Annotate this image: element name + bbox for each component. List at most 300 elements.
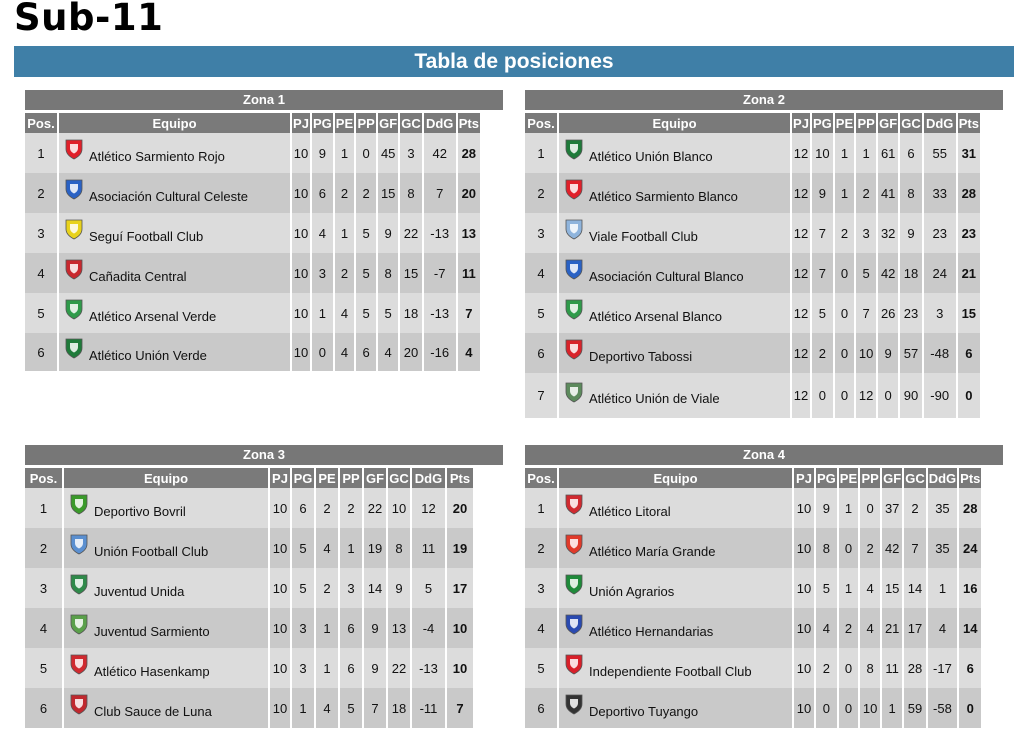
gc-cell: 2 [904,488,926,528]
pos-cell: 6 [25,688,62,728]
header-row [25,468,473,488]
table-row [525,333,980,373]
column-header-gc: GC [904,468,926,488]
column-header-pg: PG [812,113,833,133]
pos-cell: 2 [525,173,557,213]
column-header-pg: PG [816,468,837,488]
red-diamond-crest-icon [564,533,584,555]
pts-cell: 21 [958,253,980,293]
column-header-pp: PP [856,113,876,133]
ddg-cell: -13 [424,293,456,333]
column-header-gf: GF [882,468,902,488]
pts-cell: 7 [447,688,473,728]
pg-cell: 7 [812,253,833,293]
table-row [525,648,981,688]
pts-cell: 28 [458,133,480,173]
pg-cell: 2 [812,333,833,373]
gc-cell: 17 [904,608,926,648]
ddg-cell: 11 [412,528,445,568]
gc-cell: 9 [388,568,410,608]
pts-cell: 20 [447,488,473,528]
standings-table [23,468,475,728]
gf-cell: 9 [878,333,898,373]
column-header-team: Equipo [559,468,792,488]
column-header-gc: GC [900,113,922,133]
pp-cell: 6 [340,608,362,648]
pe-cell: 1 [316,608,338,648]
pe-cell: 1 [335,133,354,173]
pp-cell: 4 [860,568,880,608]
pj-cell: 10 [270,688,290,728]
pos-cell: 1 [25,488,62,528]
pe-cell: 0 [839,688,858,728]
blue-star-crest-icon [564,258,584,280]
pj-cell: 10 [292,293,310,333]
pos-cell: 1 [525,488,557,528]
column-header-pos: Pos. [525,113,557,133]
pg-cell: 0 [816,688,837,728]
team-cell [559,333,790,373]
ddg-cell: 23 [924,213,956,253]
team-cell [559,293,790,333]
gf-cell: 41 [878,173,898,213]
gf-cell: 37 [882,488,902,528]
ddg-cell: 1 [928,568,957,608]
pp-cell: 5 [340,688,362,728]
team-cell [559,568,792,608]
pg-cell: 5 [816,568,837,608]
pj-cell: 10 [292,173,310,213]
column-header-pe: PE [316,468,338,488]
team-name: Unión Football Club [94,543,209,559]
pts-cell: 14 [959,608,981,648]
pts-cell: 19 [447,528,473,568]
pj-cell: 10 [794,608,814,648]
zone-title: Zona 4 [525,445,1003,465]
gf-cell: 22 [364,488,386,528]
table-row [525,293,980,333]
pos-cell: 4 [25,608,62,648]
table-row [25,173,480,213]
team-cell [559,373,790,418]
table-row [525,133,980,173]
team-cell [59,133,290,173]
pos-cell: 5 [525,293,557,333]
zone-2-table [525,90,1003,418]
column-header-pg: PG [292,468,314,488]
pj-cell: 10 [292,133,310,173]
red-black-stripes-crest-icon [64,258,84,280]
pos-cell: 3 [25,213,57,253]
pe-cell: 1 [316,648,338,688]
column-header-gf: GF [878,113,898,133]
pj-cell: 10 [270,608,290,648]
pp-cell: 10 [860,688,880,728]
gf-cell: 7 [364,688,386,728]
team-cell [59,333,290,371]
pe-cell: 2 [835,213,854,253]
column-header-team: Equipo [559,113,790,133]
pg-cell: 3 [312,253,333,293]
pts-cell: 20 [458,173,480,213]
pg-cell: 0 [812,373,833,418]
zone-1-table [25,90,503,371]
column-header-ddg: DdG [412,468,445,488]
team-cell [59,253,290,293]
green-diagonal-crest-icon [64,298,84,320]
team-cell [64,648,268,688]
ddg-cell: -90 [924,373,956,418]
pts-cell: 28 [959,488,981,528]
pp-cell: 7 [856,293,876,333]
pj-cell: 10 [270,488,290,528]
team-cell [59,293,290,333]
pts-cell: 11 [458,253,480,293]
team-cell [559,688,792,728]
pts-cell: 31 [958,133,980,173]
pts-cell: 16 [959,568,981,608]
column-header-gf: GF [364,468,386,488]
team-name: Independiente Football Club [589,663,752,679]
pts-cell: 17 [447,568,473,608]
pg-cell: 9 [816,488,837,528]
gc-cell: 22 [388,648,410,688]
pp-cell: 8 [860,648,880,688]
pj-cell: 12 [792,173,810,213]
team-cell [559,608,792,648]
pts-cell: 10 [447,608,473,648]
column-header-pts: Pts [959,468,981,488]
pe-cell: 1 [835,133,854,173]
table-row [525,253,980,293]
team-name: Atlético Hasenkamp [94,663,210,679]
table-row [25,293,480,333]
ddg-cell: 7 [424,173,456,213]
gc-cell: 57 [900,333,922,373]
gf-cell: 5 [378,293,398,333]
gc-cell: 28 [904,648,926,688]
pts-cell: 0 [959,688,981,728]
team-cell [64,528,268,568]
pe-cell: 0 [835,253,854,293]
gf-cell: 21 [882,608,902,648]
team-cell [559,253,790,293]
gc-cell: 8 [400,173,422,213]
column-header-gf: GF [378,113,398,133]
team-name: Cañadita Central [89,268,187,284]
pj-cell: 10 [292,213,310,253]
gc-cell: 9 [900,213,922,253]
pj-cell: 12 [792,373,810,418]
zone-title: Zona 2 [525,90,1003,110]
column-header-pe: PE [835,113,854,133]
pj-cell: 10 [292,253,310,293]
pos-cell: 5 [25,293,57,333]
gf-cell: 42 [882,528,902,568]
pg-cell: 6 [292,488,314,528]
column-header-pj: PJ [792,113,810,133]
pos-cell: 6 [525,688,557,728]
column-header-pp: PP [860,468,880,488]
pp-cell: 2 [340,488,362,528]
pj-cell: 10 [794,528,814,568]
column-header-pj: PJ [292,113,310,133]
team-name: Atlético Hernandarias [589,623,714,639]
ddg-cell: 35 [928,488,957,528]
ddg-cell: -17 [928,648,957,688]
ddg-cell: -48 [924,333,956,373]
ddg-cell: 55 [924,133,956,173]
zone-4-table [525,445,1003,728]
table-row [525,173,980,213]
table-row [25,528,473,568]
pe-cell: 0 [839,648,858,688]
pp-cell: 2 [356,173,376,213]
pos-cell: 3 [525,213,557,253]
pts-cell: 0 [958,373,980,418]
team-name: Juventud Sarmiento [94,623,210,639]
column-header-pj: PJ [270,468,290,488]
pts-cell: 6 [958,333,980,373]
red-white-crest-icon [69,693,89,715]
ddg-cell: 12 [412,488,445,528]
black-white-crest-icon [564,693,584,715]
team-name: Atlético Sarmiento Rojo [89,148,225,164]
header-row [525,468,981,488]
pp-cell: 5 [856,253,876,293]
table-row [25,133,480,173]
team-cell [64,688,268,728]
column-header-ddg: DdG [424,113,456,133]
pp-cell: 5 [356,213,376,253]
team-name: Deportivo Bovril [94,503,186,519]
pos-cell: 5 [25,648,62,688]
page-title: Sub-11 [14,0,164,39]
column-header-pts: Pts [458,113,480,133]
pp-cell: 5 [356,253,376,293]
gc-cell: 7 [904,528,926,568]
gc-cell: 20 [400,333,422,371]
table-row [25,648,473,688]
column-header-pp: PP [340,468,362,488]
yellow-black-stripes-crest-icon [64,218,84,240]
pos-cell: 1 [525,133,557,173]
team-name: Club Sauce de Luna [94,703,212,719]
zone-3-table [25,445,503,728]
gf-cell: 8 [378,253,398,293]
pp-cell: 0 [356,133,376,173]
pj-cell: 12 [792,293,810,333]
table-row [525,688,981,728]
column-header-ddg: DdG [924,113,956,133]
pj-cell: 10 [794,688,814,728]
column-header-pp: PP [356,113,376,133]
table-row [25,608,473,648]
ddg-cell: 33 [924,173,956,213]
gc-cell: 15 [400,253,422,293]
ddg-cell: -4 [412,608,445,648]
ddg-cell: -58 [928,688,957,728]
column-header-pos: Pos. [25,113,57,133]
pe-cell: 4 [335,333,354,371]
team-name: Deportivo Tuyango [589,703,699,719]
gf-cell: 26 [878,293,898,333]
ddg-cell: 3 [924,293,956,333]
table-row [525,528,981,568]
pe-cell: 1 [835,173,854,213]
pts-cell: 10 [447,648,473,688]
pj-cell: 10 [292,333,310,371]
pg-cell: 10 [812,133,833,173]
pe-cell: 4 [335,293,354,333]
light-blue-shield-crest-icon [69,533,89,555]
team-name: Atlético Sarmiento Blanco [589,188,738,204]
pos-cell: 4 [525,608,557,648]
standings-banner: Tabla de posiciones [14,46,1014,77]
pp-cell: 3 [856,213,876,253]
gc-cell: 10 [388,488,410,528]
gf-cell: 11 [882,648,902,688]
gf-cell: 61 [878,133,898,173]
pj-cell: 12 [792,133,810,173]
column-header-pg: PG [312,113,333,133]
gf-cell: 1 [882,688,902,728]
green-round-crest-icon [69,613,89,635]
pos-cell: 4 [525,253,557,293]
pg-cell: 1 [312,293,333,333]
pts-cell: 7 [458,293,480,333]
header-row [525,113,980,133]
green-shield-crest-icon [64,337,84,359]
blue-star-crest-icon [64,178,84,200]
team-cell [64,608,268,648]
gf-cell: 9 [378,213,398,253]
gf-cell: 15 [378,173,398,213]
pts-cell: 24 [959,528,981,568]
team-cell [64,488,268,528]
light-blue-shield-crest-icon [564,218,584,240]
team-cell [559,133,790,173]
ddg-cell: -13 [424,213,456,253]
pp-cell: 4 [860,608,880,648]
pg-cell: 4 [816,608,837,648]
table-row [525,568,981,608]
pe-cell: 1 [839,568,858,608]
pj-cell: 10 [794,648,814,688]
gf-cell: 32 [878,213,898,253]
pos-cell: 3 [525,568,557,608]
pp-cell: 0 [860,488,880,528]
header-row [25,113,480,133]
ddg-cell: -13 [412,648,445,688]
red-white-stripes-crest-icon [564,493,584,515]
gf-cell: 15 [882,568,902,608]
team-cell [559,213,790,253]
pg-cell: 0 [312,333,333,371]
team-name: Atlético Litoral [589,503,671,519]
team-cell [559,488,792,528]
pj-cell: 10 [270,568,290,608]
pts-cell: 4 [458,333,480,371]
team-name: Atlético Arsenal Blanco [589,308,722,324]
pj-cell: 12 [792,333,810,373]
gc-cell: 8 [388,528,410,568]
pts-cell: 15 [958,293,980,333]
column-header-pts: Pts [958,113,980,133]
pg-cell: 5 [292,528,314,568]
gc-cell: 18 [388,688,410,728]
column-header-gc: GC [400,113,422,133]
column-header-gc: GC [388,468,410,488]
pg-cell: 4 [312,213,333,253]
column-header-pe: PE [335,113,354,133]
pg-cell: 8 [816,528,837,568]
table-row [25,568,473,608]
pg-cell: 9 [812,173,833,213]
red-shield-crest-icon [564,178,584,200]
pe-cell: 4 [316,528,338,568]
pe-cell: 0 [839,528,858,568]
red-shield-crest-icon [64,138,84,160]
pe-cell: 4 [316,688,338,728]
green-round-crest-icon [69,573,89,595]
red-round-crest-icon [564,338,584,360]
gf-cell: 14 [364,568,386,608]
pg-cell: 9 [312,133,333,173]
pe-cell: 2 [316,488,338,528]
pos-cell: 3 [25,568,62,608]
pj-cell: 10 [794,488,814,528]
pts-cell: 28 [958,173,980,213]
team-name: Atlético María Grande [589,543,716,559]
pg-cell: 1 [292,688,314,728]
green-gray-crest-icon [564,381,584,403]
team-cell [64,568,268,608]
pos-cell: 6 [25,333,57,371]
gc-cell: 13 [388,608,410,648]
pe-cell: 2 [839,608,858,648]
team-name: Asociación Cultural Celeste [89,188,248,204]
ddg-cell: 35 [928,528,957,568]
team-name: Atlético Unión Blanco [589,148,713,164]
pp-cell: 6 [340,648,362,688]
gc-cell: 18 [900,253,922,293]
pe-cell: 2 [335,253,354,293]
team-name: Juventud Unida [94,583,185,599]
gf-cell: 9 [364,648,386,688]
pg-cell: 5 [292,568,314,608]
gc-cell: 3 [400,133,422,173]
column-header-pos: Pos. [25,468,62,488]
green-yellow-stripes-crest-icon [69,493,89,515]
pp-cell: 5 [356,293,376,333]
table-row [525,373,980,418]
pj-cell: 12 [792,213,810,253]
gc-cell: 23 [900,293,922,333]
ddg-cell: -16 [424,333,456,371]
pe-cell: 0 [835,293,854,333]
gf-cell: 9 [364,608,386,648]
gc-cell: 22 [400,213,422,253]
column-header-team: Equipo [64,468,268,488]
pe-cell: 1 [839,488,858,528]
pp-cell: 12 [856,373,876,418]
pp-cell: 2 [856,173,876,213]
team-cell [559,528,792,568]
team-name: Unión Agrarios [589,583,675,599]
table-row [525,213,980,253]
ddg-cell: 5 [412,568,445,608]
